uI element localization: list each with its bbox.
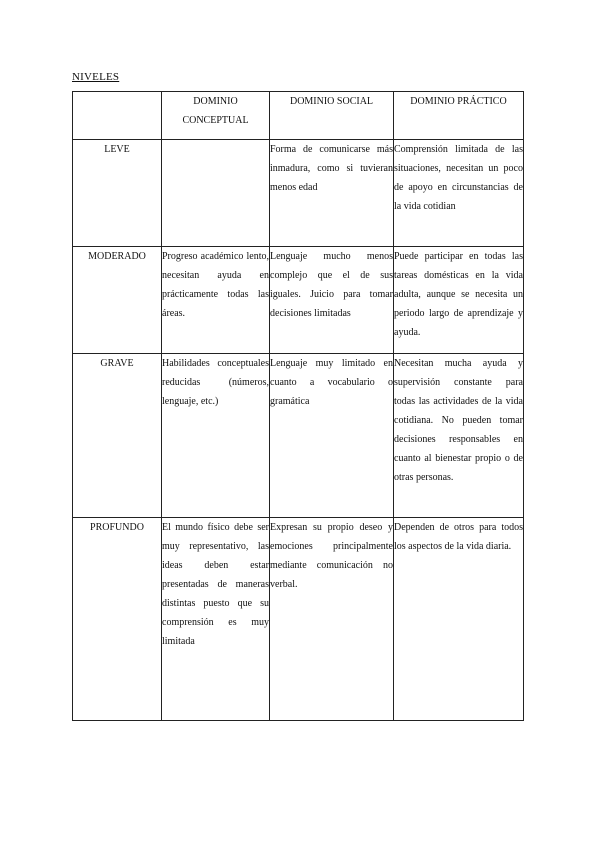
- cell-social: Lenguaje muy limitado en cuanto a vocabulario o gramática: [270, 354, 394, 518]
- cell-practical: Necesitan mucha ayuda y supervisión constante para todas las actividades de la vida cotidiana. No pueden tomar decisiones responsables en cuanto al bienestar propio o de otras personas.: [394, 354, 524, 518]
- level-name: GRAVE: [73, 354, 162, 518]
- table-row-moderado: [73, 247, 524, 354]
- levels-table: [72, 91, 524, 721]
- cell-conceptual: [162, 140, 270, 247]
- header-corner-cell: [73, 92, 162, 140]
- cell-social: Forma de comunicarse más inmadura, como si tuvieran menos edad: [270, 140, 394, 247]
- cell-conceptual: Habilidades conceptuales reducidas (números, lenguaje, etc.): [162, 354, 270, 518]
- cell-conceptual: El mundo físico debe ser muy representativo, las ideas deben estar presentadas de maneras distintas puesto que su comprensión es muy limitada: [162, 518, 270, 721]
- cell-practical: Dependen de otros para todos los aspectos de la vida diaria.: [394, 518, 524, 721]
- cell-social: Lenguaje mucho menos complejo que el de sus iguales. Juicio para tomar decisiones limitadas: [270, 247, 394, 354]
- cell-conceptual: Progreso académico lento, necesitan ayuda en prácticamente todas las áreas.: [162, 247, 270, 354]
- header-conceptual: DOMINIO CONCEPTUAL: [162, 92, 270, 140]
- level-name: LEVE: [73, 140, 162, 247]
- level-name: MODERADO: [73, 247, 162, 354]
- table-row-profundo: [73, 518, 524, 721]
- page-heading: NIVELES: [72, 71, 120, 83]
- cell-practical: Puede participar en todas las tareas domésticas en la vida adulta, aunque se necesita un periodo largo de aprendizaje y ayuda.: [394, 247, 524, 354]
- cell-social: Expresan su propio deseo y emociones principalmente mediante comunicación no verbal.: [270, 518, 394, 721]
- cell-practical: Comprensión limitada de las situaciones, necesitan un poco de apoyo en circunstancias de la vida cotidian: [394, 140, 524, 247]
- header-practical: DOMINIO PRÁCTICO: [394, 92, 524, 140]
- header-social: DOMINIO SOCIAL: [270, 92, 394, 140]
- table-row-leve: [73, 140, 524, 247]
- table-header-row: [73, 92, 524, 140]
- level-name: PROFUNDO: [73, 518, 162, 721]
- table-row-grave: [73, 354, 524, 518]
